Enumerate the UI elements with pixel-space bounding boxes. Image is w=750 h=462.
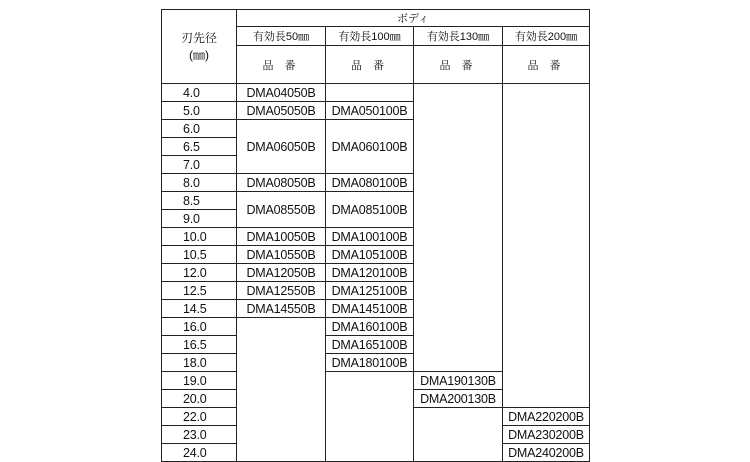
part-cell-100: DMA160100B (326, 318, 414, 336)
col-header-50: 有効長50㎜ (237, 27, 326, 46)
part-cell-100: DMA100100B (326, 228, 414, 246)
part-cell-100: DMA180100B (326, 354, 414, 372)
part-cell-50: DMA04050B (237, 84, 326, 102)
diameter-cell: 19.0 (183, 373, 207, 388)
part-cell-50: DMA10050B (237, 228, 326, 246)
diameter-cell: 10.5 (183, 247, 207, 262)
diameter-cell: 22.0 (183, 409, 207, 424)
diameter-cell: 8.0 (183, 175, 200, 190)
part-cell-50: DMA12050B (237, 264, 326, 282)
diameter-cell: 24.0 (183, 445, 207, 460)
diameter-cell: 14.5 (183, 301, 207, 316)
part-cell-200: DMA230200B (503, 426, 590, 444)
diameter-cell: 20.0 (183, 391, 207, 406)
col-header-130: 有効長130㎜ (414, 27, 503, 46)
diameter-cell: 8.5 (183, 193, 200, 208)
diameter-cell: 5.0 (183, 103, 200, 118)
part-cell-50: DMA08050B (237, 174, 326, 192)
diameter-cell: 10.0 (183, 229, 207, 244)
part-cell-100: DMA060100B (326, 120, 414, 174)
diameter-unit: (㎜) (189, 47, 209, 62)
body-header: ボディ (237, 10, 590, 27)
diameter-cell: 12.5 (183, 283, 207, 298)
part-cell-200-empty (503, 84, 590, 408)
diameter-cell: 6.0 (183, 121, 200, 136)
part-cell-100: DMA120100B (326, 264, 414, 282)
diameter-label: 刃先径 (180, 30, 217, 45)
part-cell-130: DMA190130B (414, 372, 503, 390)
part-cell-100: DMA080100B (326, 174, 414, 192)
table-row (162, 84, 590, 102)
part-cell-200: DMA240200B (503, 444, 590, 462)
part-cell-100-empty (326, 372, 414, 462)
part-cell-100: DMA145100B (326, 300, 414, 318)
diameter-header (162, 10, 237, 84)
diameter-cell: 23.0 (183, 427, 207, 442)
part-no-header-130: 品 番 (414, 46, 503, 84)
part-no-header-50: 品 番 (237, 46, 326, 84)
part-cell-100: DMA105100B (326, 246, 414, 264)
part-cell-100-empty (326, 84, 414, 102)
diameter-cell: 16.0 (183, 319, 207, 334)
part-cell-130: DMA200130B (414, 390, 503, 408)
part-cell-130-empty (414, 84, 503, 372)
part-no-header-200: 品 番 (503, 46, 590, 84)
part-cell-100: DMA050100B (326, 102, 414, 120)
diameter-cell: 12.0 (183, 265, 207, 280)
part-cell-50: DMA10550B (237, 246, 326, 264)
part-cell-50: DMA06050B (237, 120, 326, 174)
col-header-200: 有効長200㎜ (503, 27, 590, 46)
part-cell-200: DMA220200B (503, 408, 590, 426)
diameter-cell: 6.5 (183, 139, 200, 154)
diameter-cell: 7.0 (183, 157, 200, 172)
diameter-cell: 18.0 (183, 355, 207, 370)
diameter-cell: 9.0 (183, 211, 200, 226)
diameter-cell: 4.0 (183, 85, 200, 100)
part-cell-100: DMA085100B (326, 192, 414, 228)
drill-spec-table (161, 9, 590, 462)
col-header-100: 有効長100㎜ (326, 27, 414, 46)
part-cell-50: DMA08550B (237, 192, 326, 228)
part-no-header-100: 品 番 (326, 46, 414, 84)
part-cell-100: DMA125100B (326, 282, 414, 300)
part-cell-50-empty (237, 318, 326, 462)
part-cell-50: DMA12550B (237, 282, 326, 300)
part-cell-100: DMA165100B (326, 336, 414, 354)
part-cell-50: DMA14550B (237, 300, 326, 318)
diameter-cell: 16.5 (183, 337, 207, 352)
part-cell-130-empty (414, 408, 503, 462)
part-cell-50: DMA05050B (237, 102, 326, 120)
